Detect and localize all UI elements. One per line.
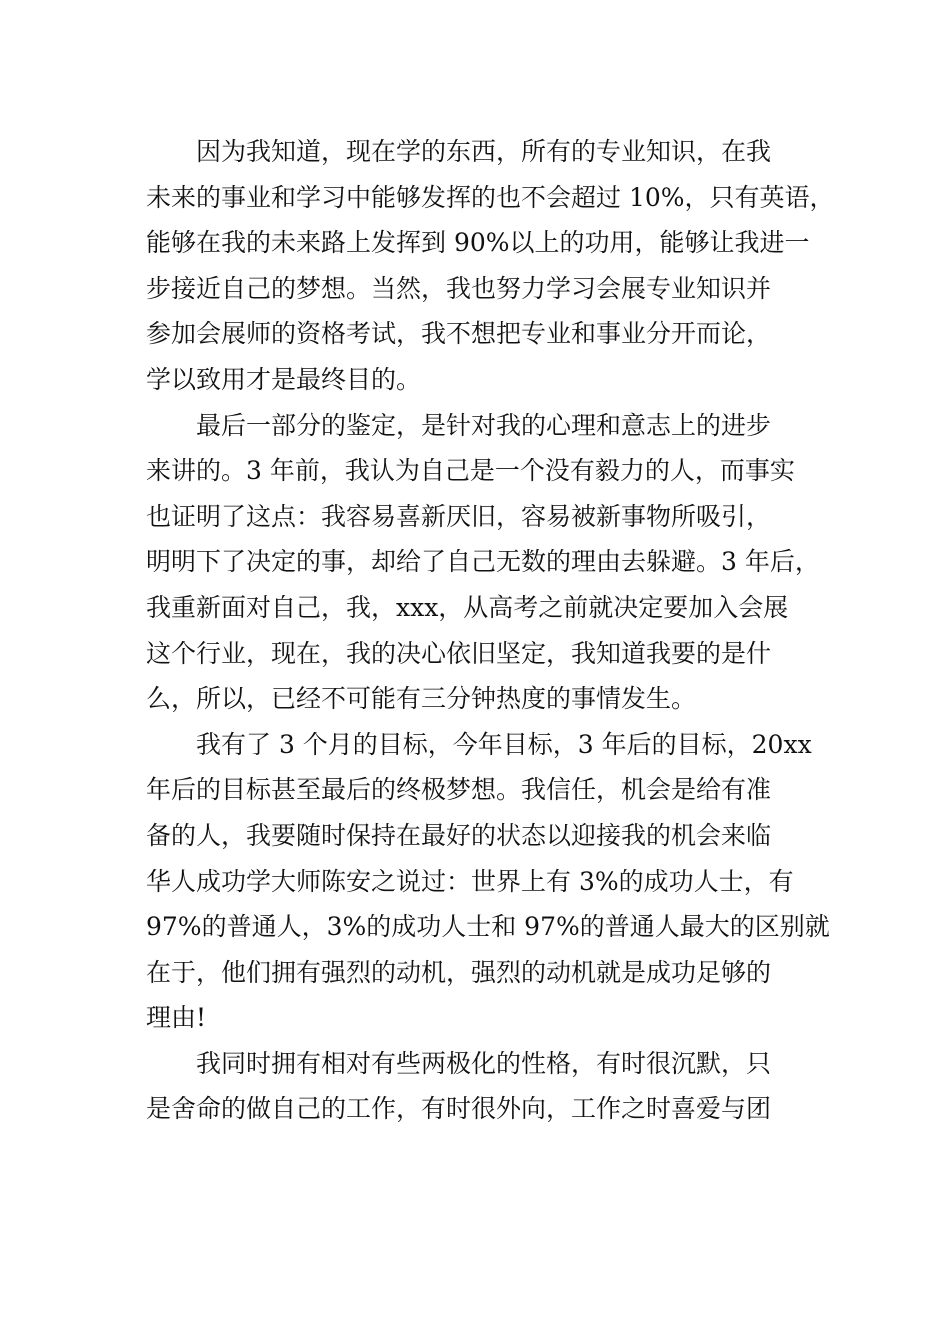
text-line: 能够在我的未来路上发挥到 90%以上的功用，能够让我进一: [146, 228, 810, 258]
paragraph-3: [146, 722, 830, 1041]
paragraph-2: [146, 403, 826, 722]
paragraph-4: [146, 1041, 826, 1132]
text-line: 我有了 3 个月的目标，今年目标，3 年后的目标，20xx: [196, 729, 812, 759]
text-line: 理由!: [146, 1003, 207, 1033]
text-line: 华人成功学大师陈安之说过：世界上有 3%的成功人士，有: [146, 866, 794, 896]
text-line: 学以致用才是最终目的。: [146, 364, 422, 394]
body-text: [146, 129, 835, 1132]
text-line: 我同时拥有相对有些两极化的性格，有时很沉默，只: [196, 1048, 772, 1078]
text-line: 这个行业，现在，我的决心依旧坚定，我知道我要的是什: [146, 638, 772, 668]
text-line: 年后的目标甚至最后的终极梦想。我信任，机会是给有准: [146, 775, 772, 805]
text-line: 步接近自己的梦想。当然，我也努力学习会展专业知识并: [146, 273, 772, 303]
text-line: 明明下了决定的事，却给了自己无数的理由去躲避。3 年后，: [146, 547, 820, 577]
text-line: 参加会展师的资格考试，我不想把专业和事业分开而论，: [146, 319, 772, 349]
text-line: 因为我知道，现在学的东西，所有的专业知识，在我: [196, 137, 772, 166]
text-line: 在于，他们拥有强烈的动机，强烈的动机就是成功足够的: [146, 957, 772, 987]
text-line: 是舍命的做自己的工作，有时很外向，工作之时喜爱与团: [146, 1094, 772, 1124]
text-line: 我重新面对自己，我，xxx，从高考之前就决定要加入会展: [146, 592, 789, 622]
text-line: 未来的事业和学习中能够发挥的也不会超过 10%，只有英语，: [146, 182, 835, 212]
text-line: 备的人，我要随时保持在最好的状态以迎接我的机会来临: [146, 820, 772, 850]
text-line: 97%的普通人，3%的成功人士和 97%的普通人最大的区别就: [146, 912, 830, 942]
paragraph-1: [146, 129, 835, 403]
text-line: 最后一部分的鉴定，是针对我的心理和意志上的进步: [196, 410, 772, 440]
text-line: 么，所以，已经不可能有三分钟热度的事情发生。: [146, 684, 697, 714]
text-line: 也证明了这点：我容易喜新厌旧，容易被新事物所吸引，: [146, 501, 772, 531]
text-line: 来讲的。3 年前，我认为自己是一个没有毅力的人，而事实: [146, 456, 795, 486]
